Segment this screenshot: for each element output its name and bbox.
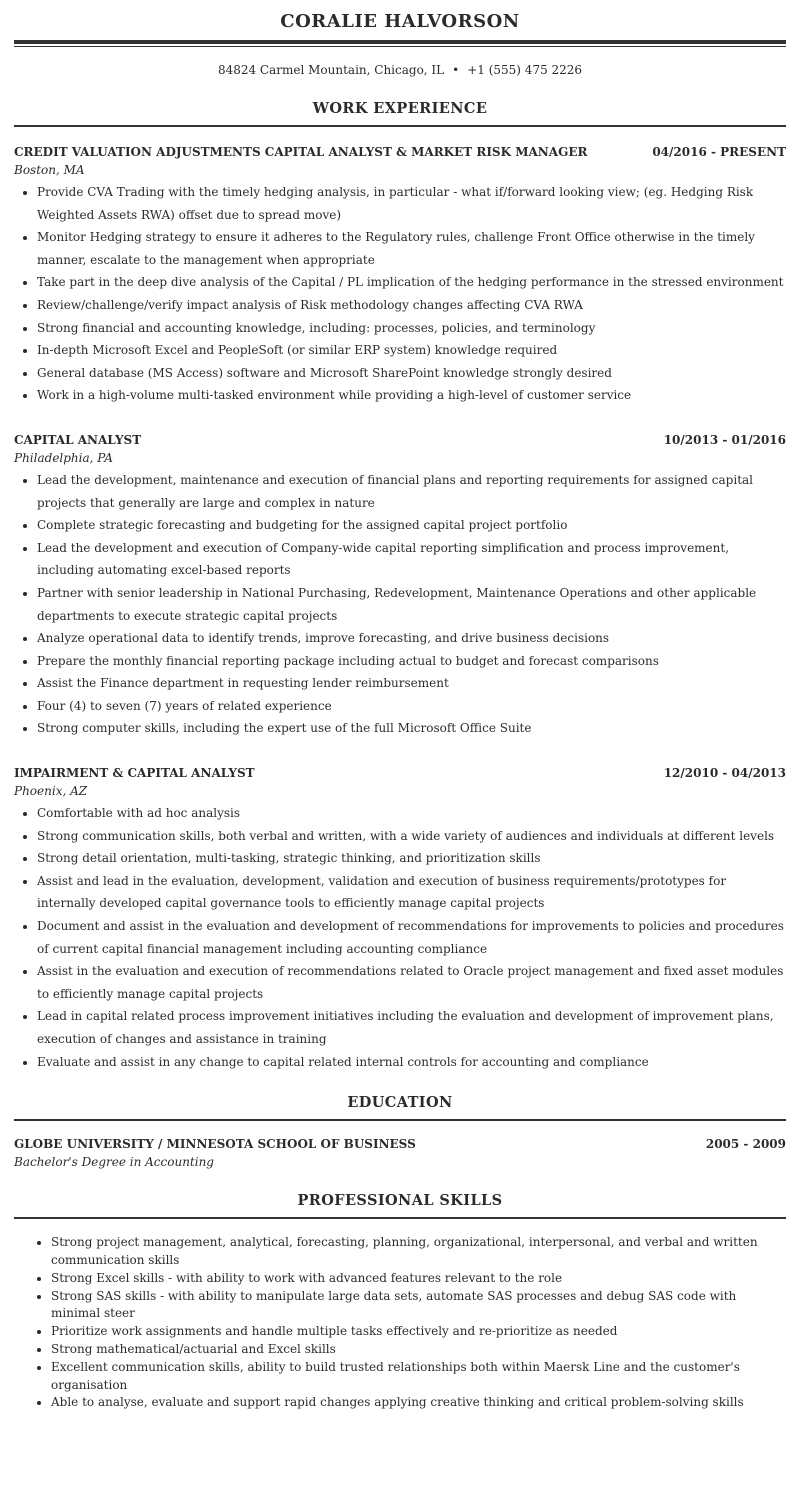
section-divider xyxy=(14,125,786,127)
degree: Bachelor's Degree in Accounting xyxy=(14,1155,214,1170)
list-item: • Review/challenge/verify impact analysis of Risk methodology changes affecting CVA RWA xyxy=(37,294,786,317)
list-item: • Work in a high-volume multi-tasked environment while providing a high-level of customer service xyxy=(37,384,786,407)
list-item: • Strong project management, analytical, forecasting, planning, organizational, interpersonal, and verbal and written communication skills xyxy=(51,1234,786,1270)
job-bullets xyxy=(14,802,786,1073)
job-location: Phoenix, AZ xyxy=(14,784,88,799)
education-entry xyxy=(14,1135,786,1171)
list-item: • Prepare the monthly financial reporting package including actual to budget and forecast comparisons xyxy=(37,650,786,673)
list-item: • Comfortable with ad hoc analysis xyxy=(37,802,786,825)
job-dates: 12/2010 - 04/2013 xyxy=(663,766,786,781)
header-divider xyxy=(14,40,786,47)
list-item: • Partner with senior leadership in National Purchasing, Redevelopment, Maintenance Operations and other applicable departments to execute strategic capital projects xyxy=(37,582,786,627)
list-item: • Strong SAS skills - with ability to manipulate large data sets, automate SAS processes and debug SAS code with minimal steer xyxy=(51,1288,786,1324)
list-item: • Lead the development, maintenance and execution of financial plans and reporting requirements for assigned capital projects that generally are large and complex in nature xyxy=(37,469,786,514)
contact-separator: • xyxy=(452,63,460,77)
list-item: • Lead in capital related process improvement initiatives including the evaluation and development of improvement plans, execution of changes and assistance in training xyxy=(37,1005,786,1050)
list-item: • Provide CVA Trading with the timely hedging analysis, in particular - what if/forward looking view; (eg. Hedging Risk Weighted Assets RWA) offset due to spread move) xyxy=(37,181,786,226)
candidate-name: CORALIE HALVORSON xyxy=(280,11,520,32)
list-item: • Strong computer skills, including the expert use of the full Microsoft Office Suite xyxy=(37,717,786,740)
job-title: CREDIT VALUATION ADJUSTMENTS CAPITAL ANALYST & MARKET RISK MANAGER xyxy=(14,145,588,159)
list-item: • Strong communication skills, both verbal and written, with a wide variety of audiences and individuals at different levels xyxy=(37,825,786,848)
list-item: • Document and assist in the evaluation and development of recommendations for improvements to policies and procedures of current capital financial management including accounting compliance xyxy=(37,915,786,960)
contact-line xyxy=(14,61,786,81)
list-item: • In-depth Microsoft Excel and PeopleSoft (or similar ERP system) knowledge required xyxy=(37,339,786,362)
section-title-work-experience: WORK EXPERIENCE xyxy=(312,100,488,117)
job-dates: 10/2013 - 01/2016 xyxy=(663,432,786,447)
skills-list xyxy=(14,1234,786,1412)
job-title: CAPITAL ANALYST xyxy=(14,432,142,447)
list-item: • Four (4) to seven (7) years of related experience xyxy=(37,695,786,718)
list-item: • Strong financial and accounting knowledge, including: processes, policies, and terminology xyxy=(37,317,786,340)
list-item: • Strong mathematical/actuarial and Excel skills xyxy=(51,1341,786,1359)
list-item: • Analyze operational data to identify trends, improve forecasting, and drive business decisions xyxy=(37,627,786,650)
phone: +1 (555) 475 2226 xyxy=(467,63,583,77)
list-item: • General database (MS Access) software and Microsoft SharePoint knowledge strongly desired xyxy=(37,362,786,385)
list-item: • Evaluate and assist in any change to capital related internal controls for accounting and compliance xyxy=(37,1051,786,1074)
list-item: • Complete strategic forecasting and budgeting for the assigned capital project portfolio xyxy=(37,514,786,537)
list-item: • Lead the development and execution of Company-wide capital reporting simplification and process improvement, including automating excel-based reports xyxy=(37,537,786,582)
education-header xyxy=(14,1135,786,1153)
job-dates: 04/2016 - PRESENT xyxy=(652,145,786,159)
list-item: • Take part in the deep dive analysis of the Capital / PL implication of the hedging performance in the stressed environment xyxy=(37,271,786,294)
section-divider xyxy=(14,1217,786,1219)
list-item: • Prioritize work assignments and handle multiple tasks effectively and re-prioritize as needed xyxy=(51,1323,786,1341)
job-bullets xyxy=(14,469,786,740)
list-item: • Strong detail orientation, multi-tasking, strategic thinking, and prioritization skills xyxy=(37,847,786,870)
job-location: Boston, MA xyxy=(14,163,85,177)
education-dates: 2005 - 2009 xyxy=(705,1137,786,1152)
job-entry xyxy=(14,431,786,740)
list-item: • Assist in the evaluation and execution of recommendations related to Oracle project management and fixed asset modules to efficiently manage capital projects xyxy=(37,960,786,1005)
job-location: Philadelphia, PA xyxy=(14,450,113,465)
job-bullets xyxy=(14,181,786,407)
job-header xyxy=(14,143,786,161)
job-title: IMPAIRMENT & CAPITAL ANALYST xyxy=(14,766,255,781)
job-header xyxy=(14,764,786,782)
job-header xyxy=(14,431,786,449)
list-item: • Able to analyse, evaluate and support rapid changes applying creative thinking and critical problem-solving skills xyxy=(51,1394,786,1412)
address: 84824 Carmel Mountain, Chicago, IL xyxy=(217,63,445,77)
section-title-professional-skills: PROFESSIONAL SKILLS xyxy=(297,1192,503,1210)
job-entry xyxy=(14,764,786,1073)
list-item: • Assist the Finance department in requesting lender reimbursement xyxy=(37,672,786,695)
section-divider xyxy=(14,1119,786,1121)
list-item: • Strong Excel skills - with ability to work with advanced features relevant to the role xyxy=(51,1270,786,1288)
section-title-education: EDUCATION xyxy=(347,1094,453,1112)
list-item: • Excellent communication skills, ability to build trusted relationships both within Maersk Line and the customer's organisation xyxy=(51,1359,786,1395)
list-item: • Monitor Hedging strategy to ensure it adheres to the Regulatory rules, challenge Front Office otherwise in the timely manner, escalate to the management when appropriate xyxy=(37,226,786,271)
job-entry xyxy=(14,143,786,407)
school-name: GLOBE UNIVERSITY / MINNESOTA SCHOOL OF BUSINESS xyxy=(14,1137,416,1152)
list-item: • Assist and lead in the evaluation, development, validation and execution of business requirements/prototypes for internally developed capital governance tools to efficiently manage capital projects xyxy=(37,870,786,915)
